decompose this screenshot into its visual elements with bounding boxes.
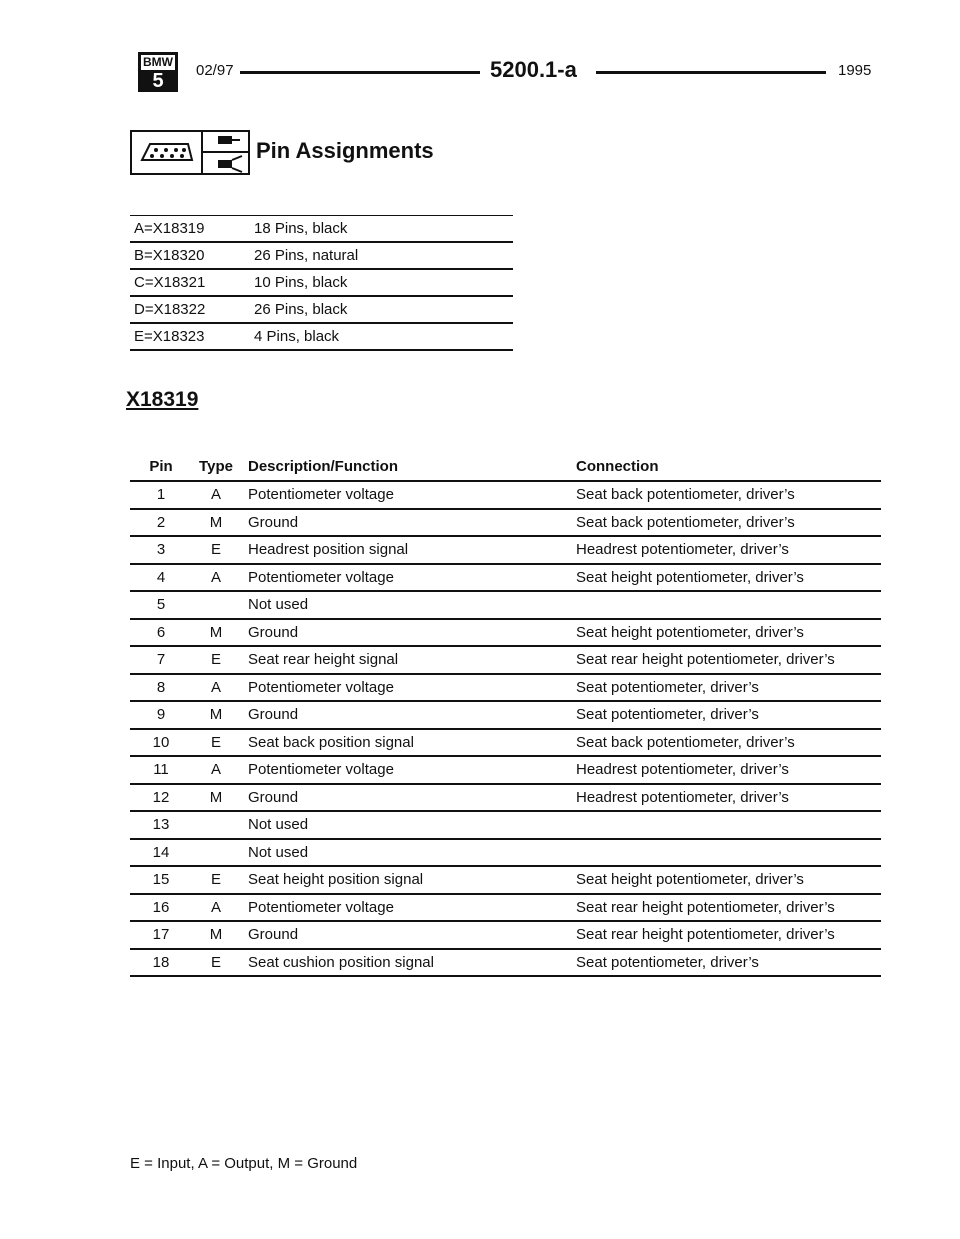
pin-cell: 11 <box>153 761 169 779</box>
table-row <box>130 647 881 675</box>
description-cell: Not used <box>248 596 309 614</box>
table-row <box>130 510 881 538</box>
type-cell: E <box>210 651 221 669</box>
header-rule-right <box>596 71 826 74</box>
description-cell: Potentiometer voltage <box>248 761 394 779</box>
logo-series-text: 5 <box>152 70 164 92</box>
connector-row <box>130 243 513 270</box>
connection-cell: Seat potentiometer, driver’s <box>576 706 759 724</box>
pin-cell: 6 <box>156 623 166 641</box>
logo-brand-text: BMW <box>143 55 173 69</box>
description-cell: Ground <box>248 513 299 531</box>
pin-cell: 2 <box>156 513 166 531</box>
table-row <box>130 922 881 950</box>
description-cell: Ground <box>248 926 299 944</box>
pin-cell: 13 <box>152 816 170 834</box>
pin-cell: 15 <box>152 871 170 889</box>
connection-cell: Seat rear height potentiometer, driver’s <box>576 926 835 944</box>
column-header-type: Type <box>199 457 233 475</box>
type-cell: M <box>209 706 223 724</box>
table-row <box>130 592 881 620</box>
table-row <box>130 730 881 758</box>
type-cell: E <box>210 871 221 889</box>
table-row <box>130 537 881 565</box>
connector-id: D=X18322 <box>134 301 206 318</box>
table-row <box>130 620 881 648</box>
connection-cell: Seat height potentiometer, driver’s <box>576 623 804 641</box>
connection-cell: Seat potentiometer, driver’s <box>576 678 759 696</box>
table-row <box>130 565 881 593</box>
section-title: Pin Assignments <box>256 138 434 163</box>
type-cell: A <box>210 568 221 586</box>
table-row <box>130 785 881 813</box>
table-row <box>130 675 881 703</box>
table-body <box>130 482 881 977</box>
description-cell: Seat height position signal <box>248 871 424 889</box>
type-cell: A <box>210 678 221 696</box>
description-cell: Ground <box>248 788 299 806</box>
description-cell: Seat rear height signal <box>248 651 399 669</box>
pin-assignment-table <box>130 452 881 977</box>
table-row <box>130 482 881 510</box>
type-cell: A <box>210 761 221 779</box>
header-year: 1995 <box>838 62 872 79</box>
connector-row <box>130 324 513 351</box>
pin-cell: 1 <box>156 486 166 504</box>
pin-cell: 17 <box>152 926 170 944</box>
column-header-connection: Connection <box>576 457 659 475</box>
pin-cell: 10 <box>152 733 170 751</box>
connection-cell: Headrest potentiometer, driver’s <box>576 541 789 559</box>
document-code: 5200.1-a <box>490 57 577 82</box>
header-rule-left <box>240 71 480 74</box>
connector-row <box>130 297 513 324</box>
connector-desc: 4 Pins, black <box>254 328 340 345</box>
table-row <box>130 840 881 868</box>
description-cell: Potentiometer voltage <box>248 898 394 916</box>
description-cell: Not used <box>248 843 309 861</box>
description-cell: Ground <box>248 706 299 724</box>
bmw-5-logo <box>138 52 178 92</box>
table-title: X18319 <box>126 388 199 411</box>
connector-id: E=X18323 <box>134 328 205 345</box>
pin-cell: 14 <box>152 843 170 861</box>
pin-cell: 16 <box>152 898 170 916</box>
description-cell: Potentiometer voltage <box>248 568 394 586</box>
description-cell: Seat back position signal <box>248 733 414 751</box>
table-row <box>130 867 881 895</box>
table-row <box>130 812 881 840</box>
connection-cell: Seat back potentiometer, driver’s <box>576 513 795 531</box>
connection-cell: Seat potentiometer, driver’s <box>576 953 759 971</box>
type-cell: M <box>209 788 223 806</box>
column-header-description: Description/Function <box>248 457 398 475</box>
type-cell: A <box>210 486 221 504</box>
connector-list <box>130 215 513 351</box>
table-row <box>130 895 881 923</box>
connection-cell: Headrest potentiometer, driver’s <box>576 761 789 779</box>
table-header <box>130 452 881 482</box>
connector-row <box>130 216 513 243</box>
description-cell: Potentiometer voltage <box>248 678 394 696</box>
table-row <box>130 757 881 785</box>
type-cell: M <box>209 623 223 641</box>
connector-id: A=X18319 <box>134 220 205 237</box>
type-cell: E <box>210 733 221 751</box>
type-cell: A <box>210 898 221 916</box>
connector-desc: 10 Pins, black <box>254 274 348 291</box>
description-cell: Not used <box>248 816 309 834</box>
connection-cell: Headrest potentiometer, driver’s <box>576 788 789 806</box>
connection-cell: Seat rear height potentiometer, driver’s <box>576 898 835 916</box>
table-row <box>130 950 881 978</box>
column-header-pin: Pin <box>149 457 173 475</box>
connector-id: B=X18320 <box>134 247 205 264</box>
type-cell: E <box>210 953 221 971</box>
description-cell: Potentiometer voltage <box>248 486 394 504</box>
pin-cell: 12 <box>152 788 170 806</box>
connection-cell: Seat height potentiometer, driver’s <box>576 871 804 889</box>
pin-cell: 3 <box>156 541 166 559</box>
pin-cell: 18 <box>152 953 170 971</box>
description-cell: Headrest position signal <box>248 541 409 559</box>
type-cell: M <box>209 926 223 944</box>
connector-pin-icon <box>130 130 250 175</box>
connection-cell: Seat rear height potentiometer, driver’s <box>576 651 835 669</box>
connector-row <box>130 270 513 297</box>
pin-cell: 4 <box>156 568 166 586</box>
type-legend: E = Input, A = Output, M = Ground <box>130 1155 358 1172</box>
header-date: 02/97 <box>196 62 234 79</box>
connector-id: C=X18321 <box>134 274 206 291</box>
pin-cell: 9 <box>156 706 166 724</box>
type-cell: E <box>210 541 221 559</box>
connector-desc: 18 Pins, black <box>254 220 348 237</box>
pin-cell: 7 <box>156 651 166 669</box>
connection-cell: Seat back potentiometer, driver’s <box>576 486 795 504</box>
description-cell: Ground <box>248 623 299 641</box>
connection-cell: Seat height potentiometer, driver’s <box>576 568 804 586</box>
connector-desc: 26 Pins, black <box>254 301 348 318</box>
pin-cell: 5 <box>156 596 166 614</box>
connector-desc: 26 Pins, natural <box>254 247 359 264</box>
pin-cell: 8 <box>156 678 166 696</box>
description-cell: Seat cushion position signal <box>248 953 434 971</box>
type-cell: M <box>209 513 223 531</box>
table-row <box>130 702 881 730</box>
connection-cell: Seat back potentiometer, driver’s <box>576 733 795 751</box>
